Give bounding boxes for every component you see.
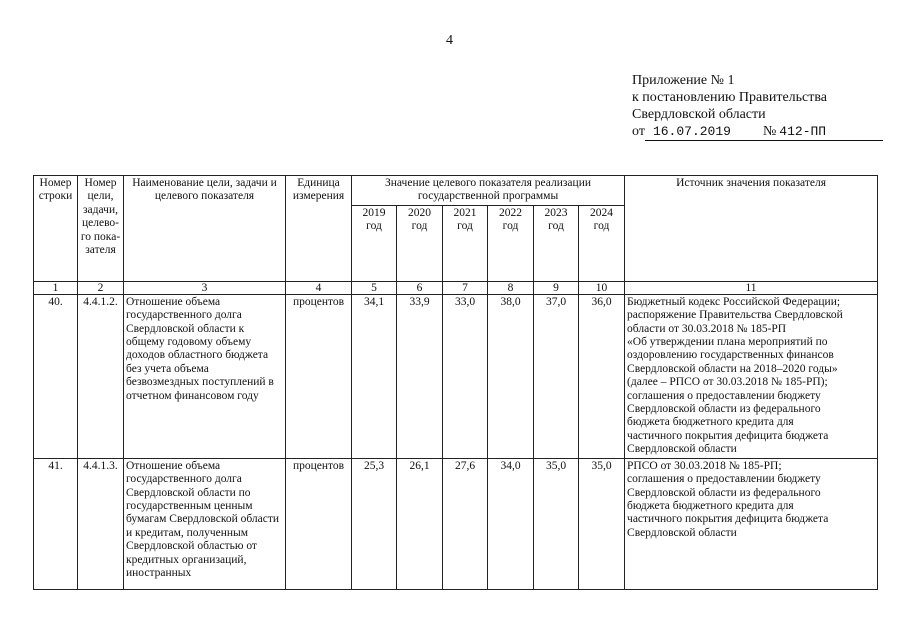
appendix-header [632,72,883,141]
value-2019: 34,1 [352,294,397,458]
source-line: (далее – РПСО от 30.03.2018 № 185-РП); [627,376,828,389]
header-source: Источник значения показателя [625,176,878,282]
value-2023: 37,0 [534,294,579,458]
source-line: Свердловской области на 2018–2020 годы» [627,362,838,375]
source-line: РПСО от 30.03.2018 № 185-РП; [627,459,782,472]
source-line: области от 30.03.2018 № 185-РП [627,322,787,335]
header-unit: Единица измерения [286,176,352,282]
value-2021: 27,6 [443,458,488,589]
header-name: Наименование цели, задачи и целевого показателя [124,176,286,282]
number-prefix: № [762,124,777,139]
page-number: 4 [446,33,453,48]
indicator-name: Отношение объема государственного долга Свердловской области по государственным ценным бумагам Свердловской области и кредитам, полученным Свердловской областью от кредитных организаций, иностранных [124,458,286,589]
column-number: 9 [534,281,579,294]
date-prefix: от [632,124,645,139]
row-number: 41. [34,458,78,589]
value-2020: 26,1 [397,458,443,589]
header-row-1 [34,176,878,206]
decree-date: 16.07.2019 [652,124,731,139]
source-line: «Об утверждении плана мероприятий по [627,336,828,349]
column-number-row [34,281,878,294]
source-line: оздоровлению государственных финансов [627,349,834,362]
indicator-unit: процентов [286,458,352,589]
value-2019: 25,3 [352,458,397,589]
source-line: Бюджетный кодекс Российской Федерации; [627,295,841,308]
indicator-unit: процентов [286,294,352,458]
column-number: 5 [352,281,397,294]
source-line: бюджета бюджетного кредита для [627,416,794,429]
header-year-2019: 2019 год [352,205,397,281]
source-line: бюджета бюджетного кредита для [627,499,794,512]
source-line: Свердловской области [627,443,737,456]
column-number: 6 [397,281,443,294]
header-goal-number: Номер цели, задачи, целево-го пока-зателя [78,176,124,282]
column-number: 2 [78,281,124,294]
source-line: Свердловской области из федерального [627,403,821,416]
source-line: соглашения о предоставлении бюджету [627,389,821,402]
value-2021: 33,0 [443,294,488,458]
value-2022: 34,0 [488,458,534,589]
decree-number: 412-ПП [779,124,827,139]
header-row-number: Номер строки [34,176,78,282]
source-line: соглашения о предоставлении бюджету [627,473,821,486]
column-number: 1 [34,281,78,294]
table-row [34,294,878,458]
indicator-source [625,458,878,589]
source-line: частичного покрытия дефицита бюджета [627,513,829,526]
row-number: 40. [34,294,78,458]
header-values-group: Значение целевого показателя реализации государственной программы [352,176,625,206]
appendix-title: Приложение № 1 [632,73,735,88]
header-year-2023: 2023 год [534,205,579,281]
source-line: Свердловской области [627,526,737,539]
column-number: 4 [286,281,352,294]
header-year-2021: 2021 год [443,205,488,281]
value-2024: 35,0 [579,458,625,589]
value-2023: 35,0 [534,458,579,589]
goal-code: 4.4.1.3. [78,458,124,589]
column-number: 7 [443,281,488,294]
appendix-region: Свердловской области [632,107,766,122]
value-2020: 33,9 [397,294,443,458]
header-year-2024: 2024 год [579,205,625,281]
appendix-decree-ref: к постановлению Правительства [632,90,828,105]
source-line: распоряжение Правительства Свердловской [627,309,843,322]
table-row [34,458,878,589]
header-year-2022: 2022 год [488,205,534,281]
goal-code: 4.4.1.2. [78,294,124,458]
value-2024: 36,0 [579,294,625,458]
column-number: 8 [488,281,534,294]
source-line: частичного покрытия дефицита бюджета [627,429,829,442]
indicator-source [625,294,878,458]
indicator-name: Отношение объема государственного долга Свердловской области к общему годовому объему доходов областного бюджета без учета объема безвозмездных поступлений в отчетном финансовом году [124,294,286,458]
column-number: 3 [124,281,286,294]
source-line: Свердловской области из федерального [627,486,821,499]
column-number: 10 [579,281,625,294]
header-year-2020: 2020 год [397,205,443,281]
indicators-table [33,175,878,590]
column-number: 11 [625,281,878,294]
value-2022: 38,0 [488,294,534,458]
appendix-date-line [632,123,883,141]
